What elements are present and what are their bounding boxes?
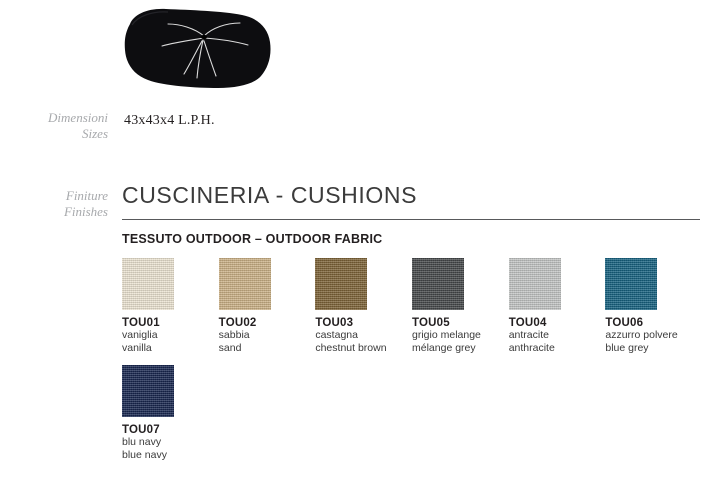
- swatch-row: [122, 365, 702, 462]
- swatch-name-it: vaniglia: [122, 329, 158, 341]
- cushion-illustration: [118, 6, 288, 101]
- swatch-name-en: mélange grey: [412, 342, 476, 354]
- swatch-name-en: chestnut brown: [315, 342, 387, 354]
- swatch-name-it: grigio melange: [412, 329, 481, 341]
- swatch-name-it: antracite: [508, 329, 549, 341]
- dimensions-label: [8, 110, 108, 142]
- swatch-name-en: sand: [218, 342, 242, 354]
- swatch-item-tou02[interactable]: [219, 258, 315, 355]
- finishes-label: [8, 188, 108, 220]
- swatch-chip[interactable]: [509, 258, 561, 310]
- swatch-item-tou04[interactable]: [509, 258, 605, 355]
- swatch-chip[interactable]: [122, 258, 174, 310]
- swatch-name-en: blue grey: [605, 342, 649, 354]
- dimensions-label-it: Dimensioni: [48, 110, 108, 125]
- finishes-label-en: Finishes: [63, 204, 108, 219]
- swatch-chip[interactable]: [412, 258, 464, 310]
- swatch-item-tou07[interactable]: [122, 365, 222, 462]
- swatch-chip[interactable]: [605, 258, 657, 310]
- swatch-item-tou01[interactable]: [122, 258, 218, 355]
- swatch-name-it: azzurro polvere: [605, 329, 678, 341]
- swatch-name-it: blu navy: [122, 436, 162, 448]
- title-divider: [122, 219, 700, 220]
- swatch-name-en: blue navy: [122, 449, 167, 461]
- swatch-row: [122, 258, 702, 355]
- swatch-name-it: castagna: [315, 329, 358, 341]
- dimensions-value: 43x43x4 L.P.H.: [124, 113, 215, 128]
- swatch-name-it: sabbia: [218, 329, 250, 341]
- swatch-grid: [122, 258, 702, 472]
- swatch-code: TOU06: [605, 317, 644, 329]
- swatch-item-tou06[interactable]: [605, 258, 701, 355]
- swatch-code: TOU03: [315, 317, 354, 329]
- swatch-name-en: anthracite: [508, 342, 555, 354]
- swatch-code: TOU05: [412, 317, 450, 329]
- swatch-chip[interactable]: [122, 365, 174, 417]
- swatch-code: TOU04: [508, 317, 547, 329]
- swatch-item-tou05[interactable]: [412, 258, 508, 355]
- dimensions-label-en: Sizes: [82, 126, 108, 141]
- swatch-chip[interactable]: [219, 258, 271, 310]
- swatch-name-en: vanilla: [122, 342, 152, 354]
- finishes-label-it: Finiture: [65, 188, 108, 203]
- swatch-chip[interactable]: [315, 258, 367, 310]
- swatch-code: TOU07: [122, 424, 160, 436]
- swatch-code: TOU02: [218, 317, 257, 329]
- swatch-code: TOU01: [122, 317, 160, 329]
- fabric-group-title: TESSUTO OUTDOOR – OUTDOOR FABRIC: [122, 232, 383, 246]
- page-title: CUSCINERIA - CUSHIONS: [122, 182, 418, 208]
- swatch-item-tou03[interactable]: [315, 258, 411, 355]
